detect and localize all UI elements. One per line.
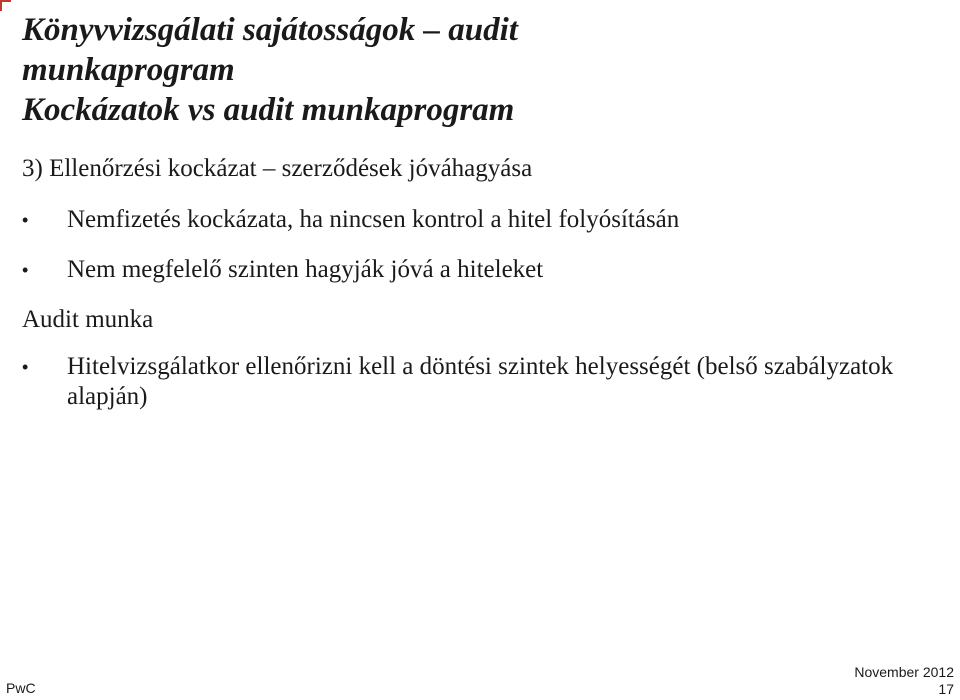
bullet-icon: • (22, 260, 29, 280)
footer-date: November 2012 (854, 664, 954, 680)
risk-heading: 3) Ellenőrzési kockázat – szerződések jóváhagyása (22, 155, 533, 182)
risk-bullet-1: Nemfizetés kockázata, ha nincsen kontrol a hitel folyósításán (67, 206, 680, 233)
footer-brand: PwC (6, 680, 36, 696)
corner-accent-mark (0, 0, 11, 11)
footer-meta (854, 664, 954, 698)
audit-heading: Audit munka (22, 306, 154, 333)
bullet-icon: • (22, 210, 29, 230)
slide-title (22, 10, 942, 130)
footer-page-number: 17 (938, 681, 954, 697)
audit-bullet-1: Hitelvizsgálatkor ellenőrizni kell a döntési szintek helyességét (belső szabályzatok alapján) (67, 353, 894, 410)
bullet-icon: • (22, 357, 29, 377)
slide-title-line-2: munkaprogram (22, 52, 235, 88)
risk-bullet-2: Nem megfelelő szinten hagyják jóvá a hiteleket (67, 256, 544, 283)
slide-title-line-1: Könyvvizsgálati sajátosságok – audit (22, 12, 518, 48)
slide-title-line-3: Kockázatok vs audit munkaprogram (22, 92, 515, 128)
